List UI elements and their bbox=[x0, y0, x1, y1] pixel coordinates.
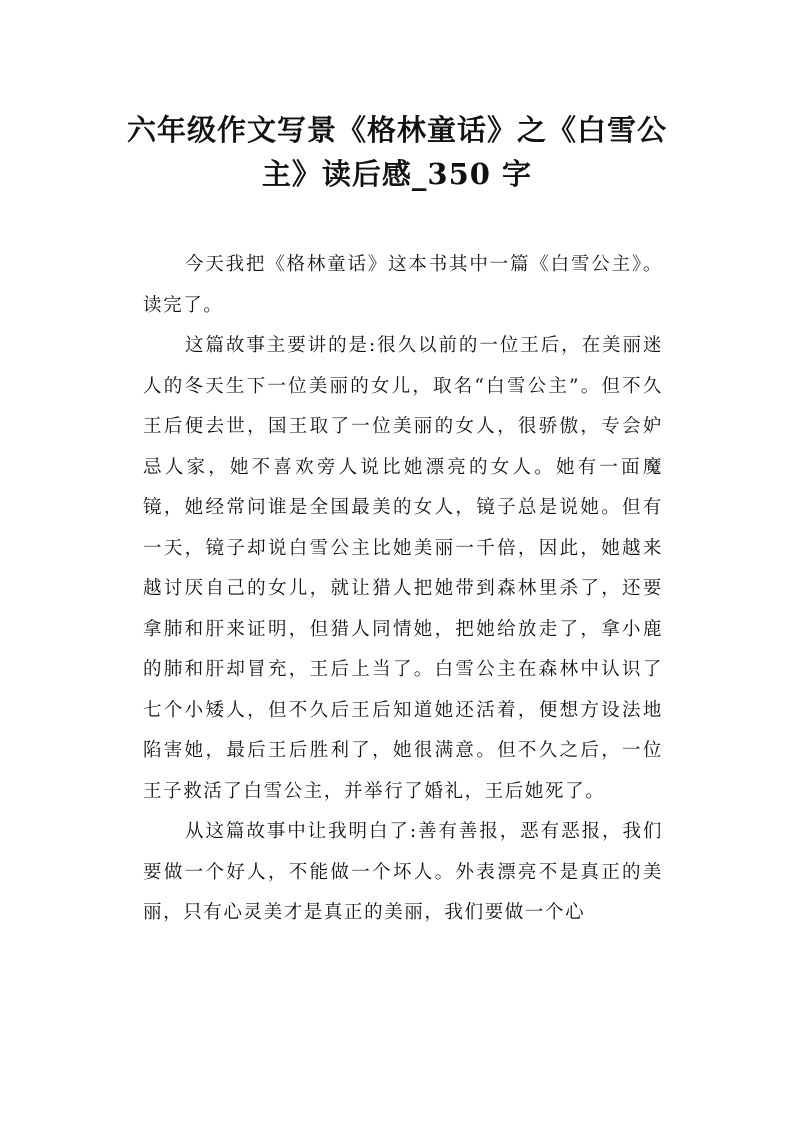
document-title bbox=[110, 108, 684, 196]
paragraph-summary: 这篇故事主要讲的是:很久以前的一位王后，在美丽迷人的冬天生下一位美丽的女儿，取名“白雪公主”。但不久王后便去世，国王取了一位美丽的女人，很骄傲，专会妒忌人家，她不喜欢旁人说比她漂亮的女人。她有一面魔镜，她经常问谁是全国最美的女人，镜子总是说她。但有一天，镜子却说白雪公主比她美丽一千倍，因此，她越来越讨厌自己的女儿，就让猎人把她带到森林里杀了，还要拿肺和肝来证明，但猎人同情她，把她给放走了，拿小鹿的肺和肝却冒充，王后上当了。白雪公主在森林中认识了七个小矮人，但不久后王后知道她还活着，便想方设法地陷害她，最后王后胜利了，她很满意。但不久之后，一位王子救活了白雪公主，并举行了婚礼，王后她死了。 bbox=[143, 335, 663, 802]
title-line-1: 六年级作文写景《格林童话》之《白雪公 bbox=[126, 113, 667, 147]
document-body bbox=[143, 245, 663, 934]
paragraph-intro: 今天我把《格林童话》这本书其中一篇《白雪公主》。读完了。 bbox=[143, 254, 663, 316]
title-line-2: 主》读后感_350 字 bbox=[261, 157, 533, 191]
paragraph-reflection: 从这篇故事中让我明白了:善有善报，恶有恶报，我们要做一个好人，不能做一个坏人。外表漂亮不是真正的美丽，只有心灵美才是真正的美丽，我们要做一个心 bbox=[143, 821, 663, 923]
